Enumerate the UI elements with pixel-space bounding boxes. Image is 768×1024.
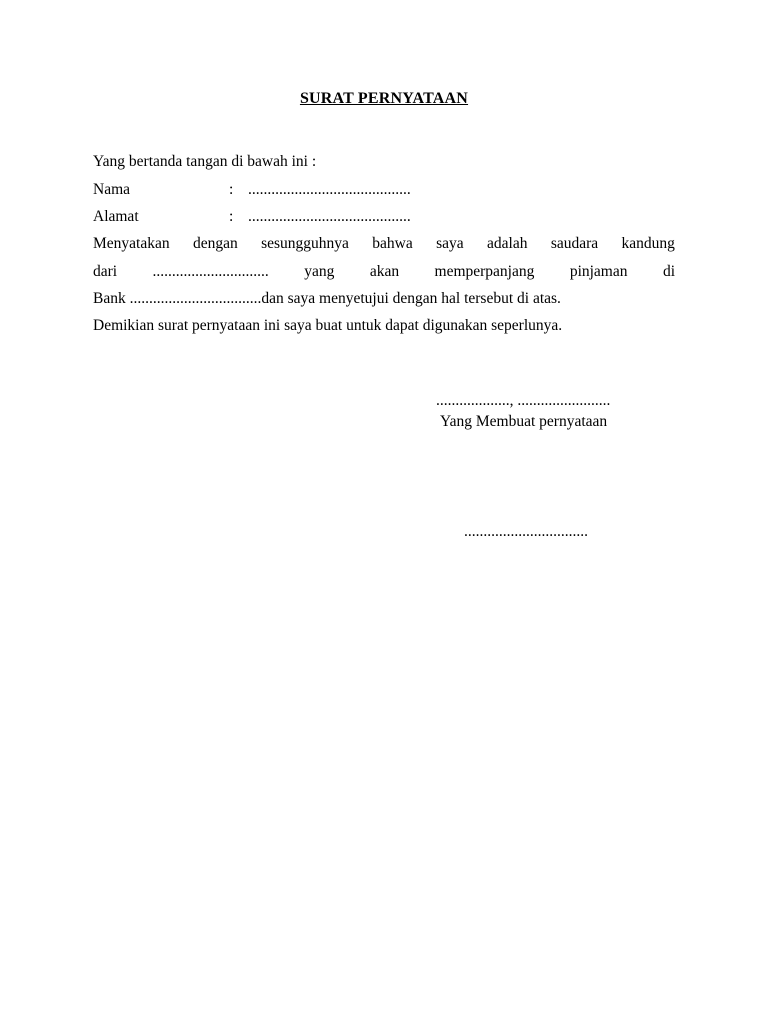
word: dengan [192, 235, 238, 252]
signature-maker-label: Yang Membuat pernyataan [440, 413, 608, 430]
field-label-nama: Nama [93, 181, 131, 198]
field-colon-alamat: : [229, 208, 234, 225]
word: sesungguhnya [261, 235, 349, 252]
word: pinjaman [569, 263, 628, 280]
word: akan [369, 263, 400, 280]
word: adalah [487, 235, 528, 252]
word: .............................. [152, 263, 269, 280]
word: memperpanjang [434, 263, 535, 280]
word: dari [93, 263, 118, 280]
word: Menyatakan [93, 235, 170, 252]
field-label-alamat: Alamat [93, 208, 139, 225]
signature-name: ................................ [464, 523, 588, 540]
field-value-nama: .......................................... [248, 181, 411, 198]
intro-text: Yang bertanda tangan di bawah ini : [93, 153, 317, 170]
field-value-alamat: .......................................... [248, 208, 411, 225]
document-title: SURAT PERNYATAAN [299, 90, 469, 107]
signature-place-date: ..................., ........................ [436, 392, 611, 409]
word: saudara [550, 235, 599, 252]
statement-line-3: Bank ..................................dan saya menyetujui dengan hal tersebut di atas. [93, 290, 561, 307]
word: saya [436, 235, 464, 252]
statement-line-2 [93, 263, 675, 281]
field-colon-nama: : [229, 181, 234, 198]
statement-line-1 [93, 235, 675, 253]
closing-text: Demikian surat pernyataan ini saya buat untuk dapat digunakan seperlunya. [93, 317, 563, 334]
word: di [662, 263, 675, 280]
word: yang [304, 263, 335, 280]
word: kandung [621, 235, 675, 252]
word: bahwa [372, 235, 413, 252]
